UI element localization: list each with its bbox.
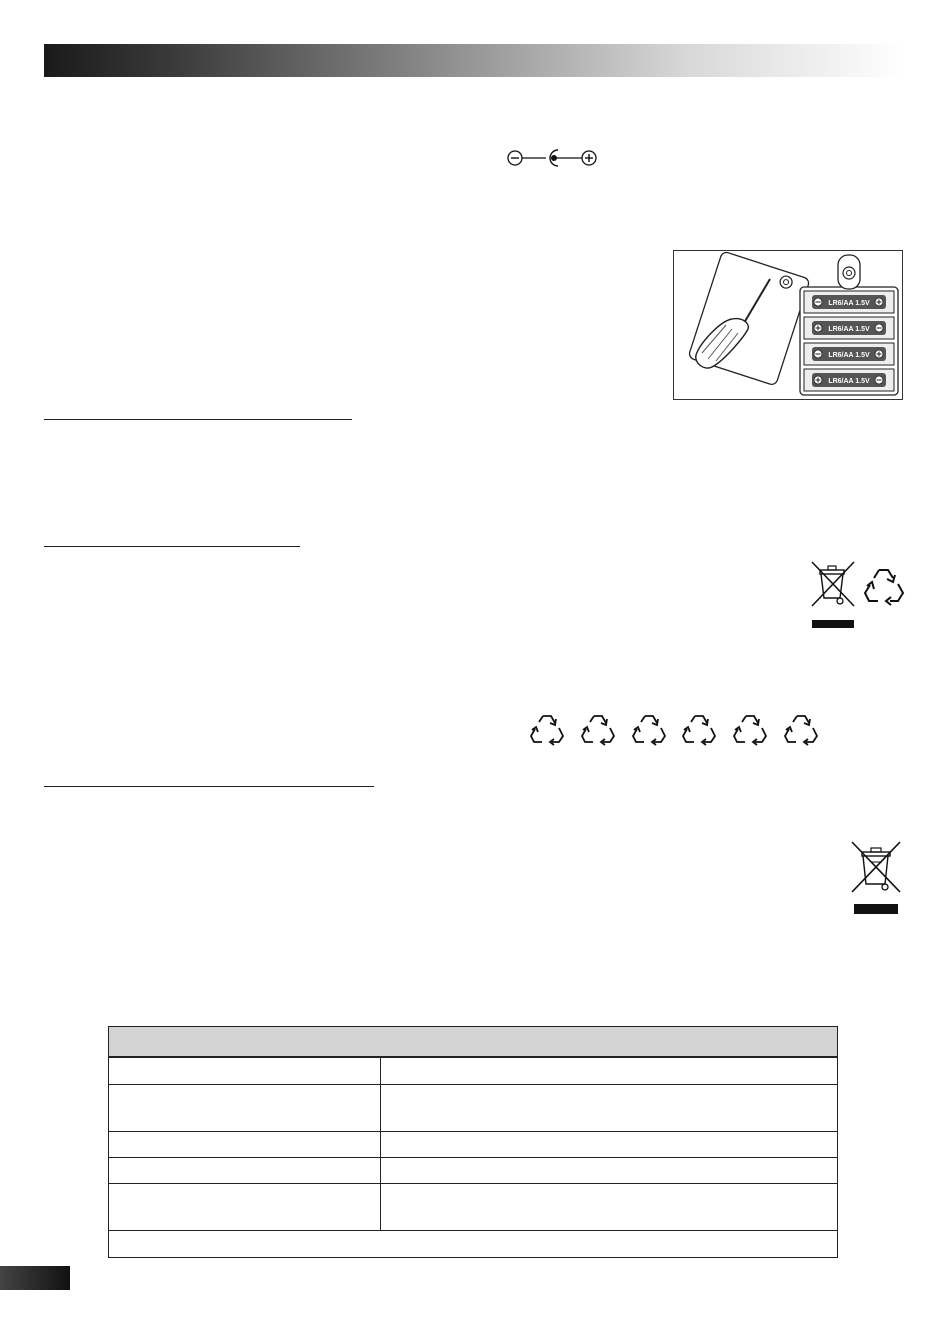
table-row [109,1157,838,1183]
disposal-symbols [808,560,906,630]
spec-label [109,1057,381,1084]
section-heading-rule [44,419,352,420]
battery-compartment-figure [673,250,903,400]
spec-value [381,1084,838,1131]
battery-slot [804,343,894,365]
battery-label: LR6/AA 1.5V [828,326,870,333]
recycle-triangle-icon [680,710,718,748]
table-footer [109,1230,838,1257]
battery-label: LR6/AA 1.5V [828,300,870,307]
table-row [109,1084,838,1131]
recycle-triangle-icon [782,710,820,748]
spec-label [109,1183,381,1230]
table-header [109,1027,838,1058]
weee-symbol [848,840,904,916]
header-gradient-bar [44,44,904,77]
battery-slot [804,369,894,391]
battery-slot [804,317,894,339]
spec-value [381,1157,838,1183]
spec-value [381,1131,838,1157]
table-row [109,1183,838,1230]
battery-label: LR6/AA 1.5V [828,378,870,385]
page-number-tab [0,1266,70,1290]
recycle-arrows-icon [862,564,906,608]
battery-slot [804,291,894,313]
spec-label [109,1084,381,1131]
section-heading-rule [44,546,300,547]
battery-label: LR6/AA 1.5V [828,352,870,359]
polarity-symbol [506,147,606,169]
packaging-recycle-codes [528,710,820,748]
battery-compartment-illustration-icon [674,251,902,399]
table-row [109,1057,838,1084]
table-row [109,1131,838,1157]
spec-label [109,1157,381,1183]
section-heading-rule [44,786,374,787]
crossed-wheelie-bin-icon [848,840,904,916]
spec-label [109,1131,381,1157]
recycle-triangle-icon [579,710,617,748]
specifications-table [108,1026,838,1258]
table-footer-row [109,1230,838,1257]
crossed-wheelie-bin-icon [808,560,858,630]
recycle-triangle-icon [528,710,566,748]
recycle-triangle-icon [630,710,668,748]
recycle-triangle-icon [731,710,769,748]
spec-value [381,1183,838,1230]
dc-polarity-icon [506,147,606,169]
spec-value [381,1057,838,1084]
